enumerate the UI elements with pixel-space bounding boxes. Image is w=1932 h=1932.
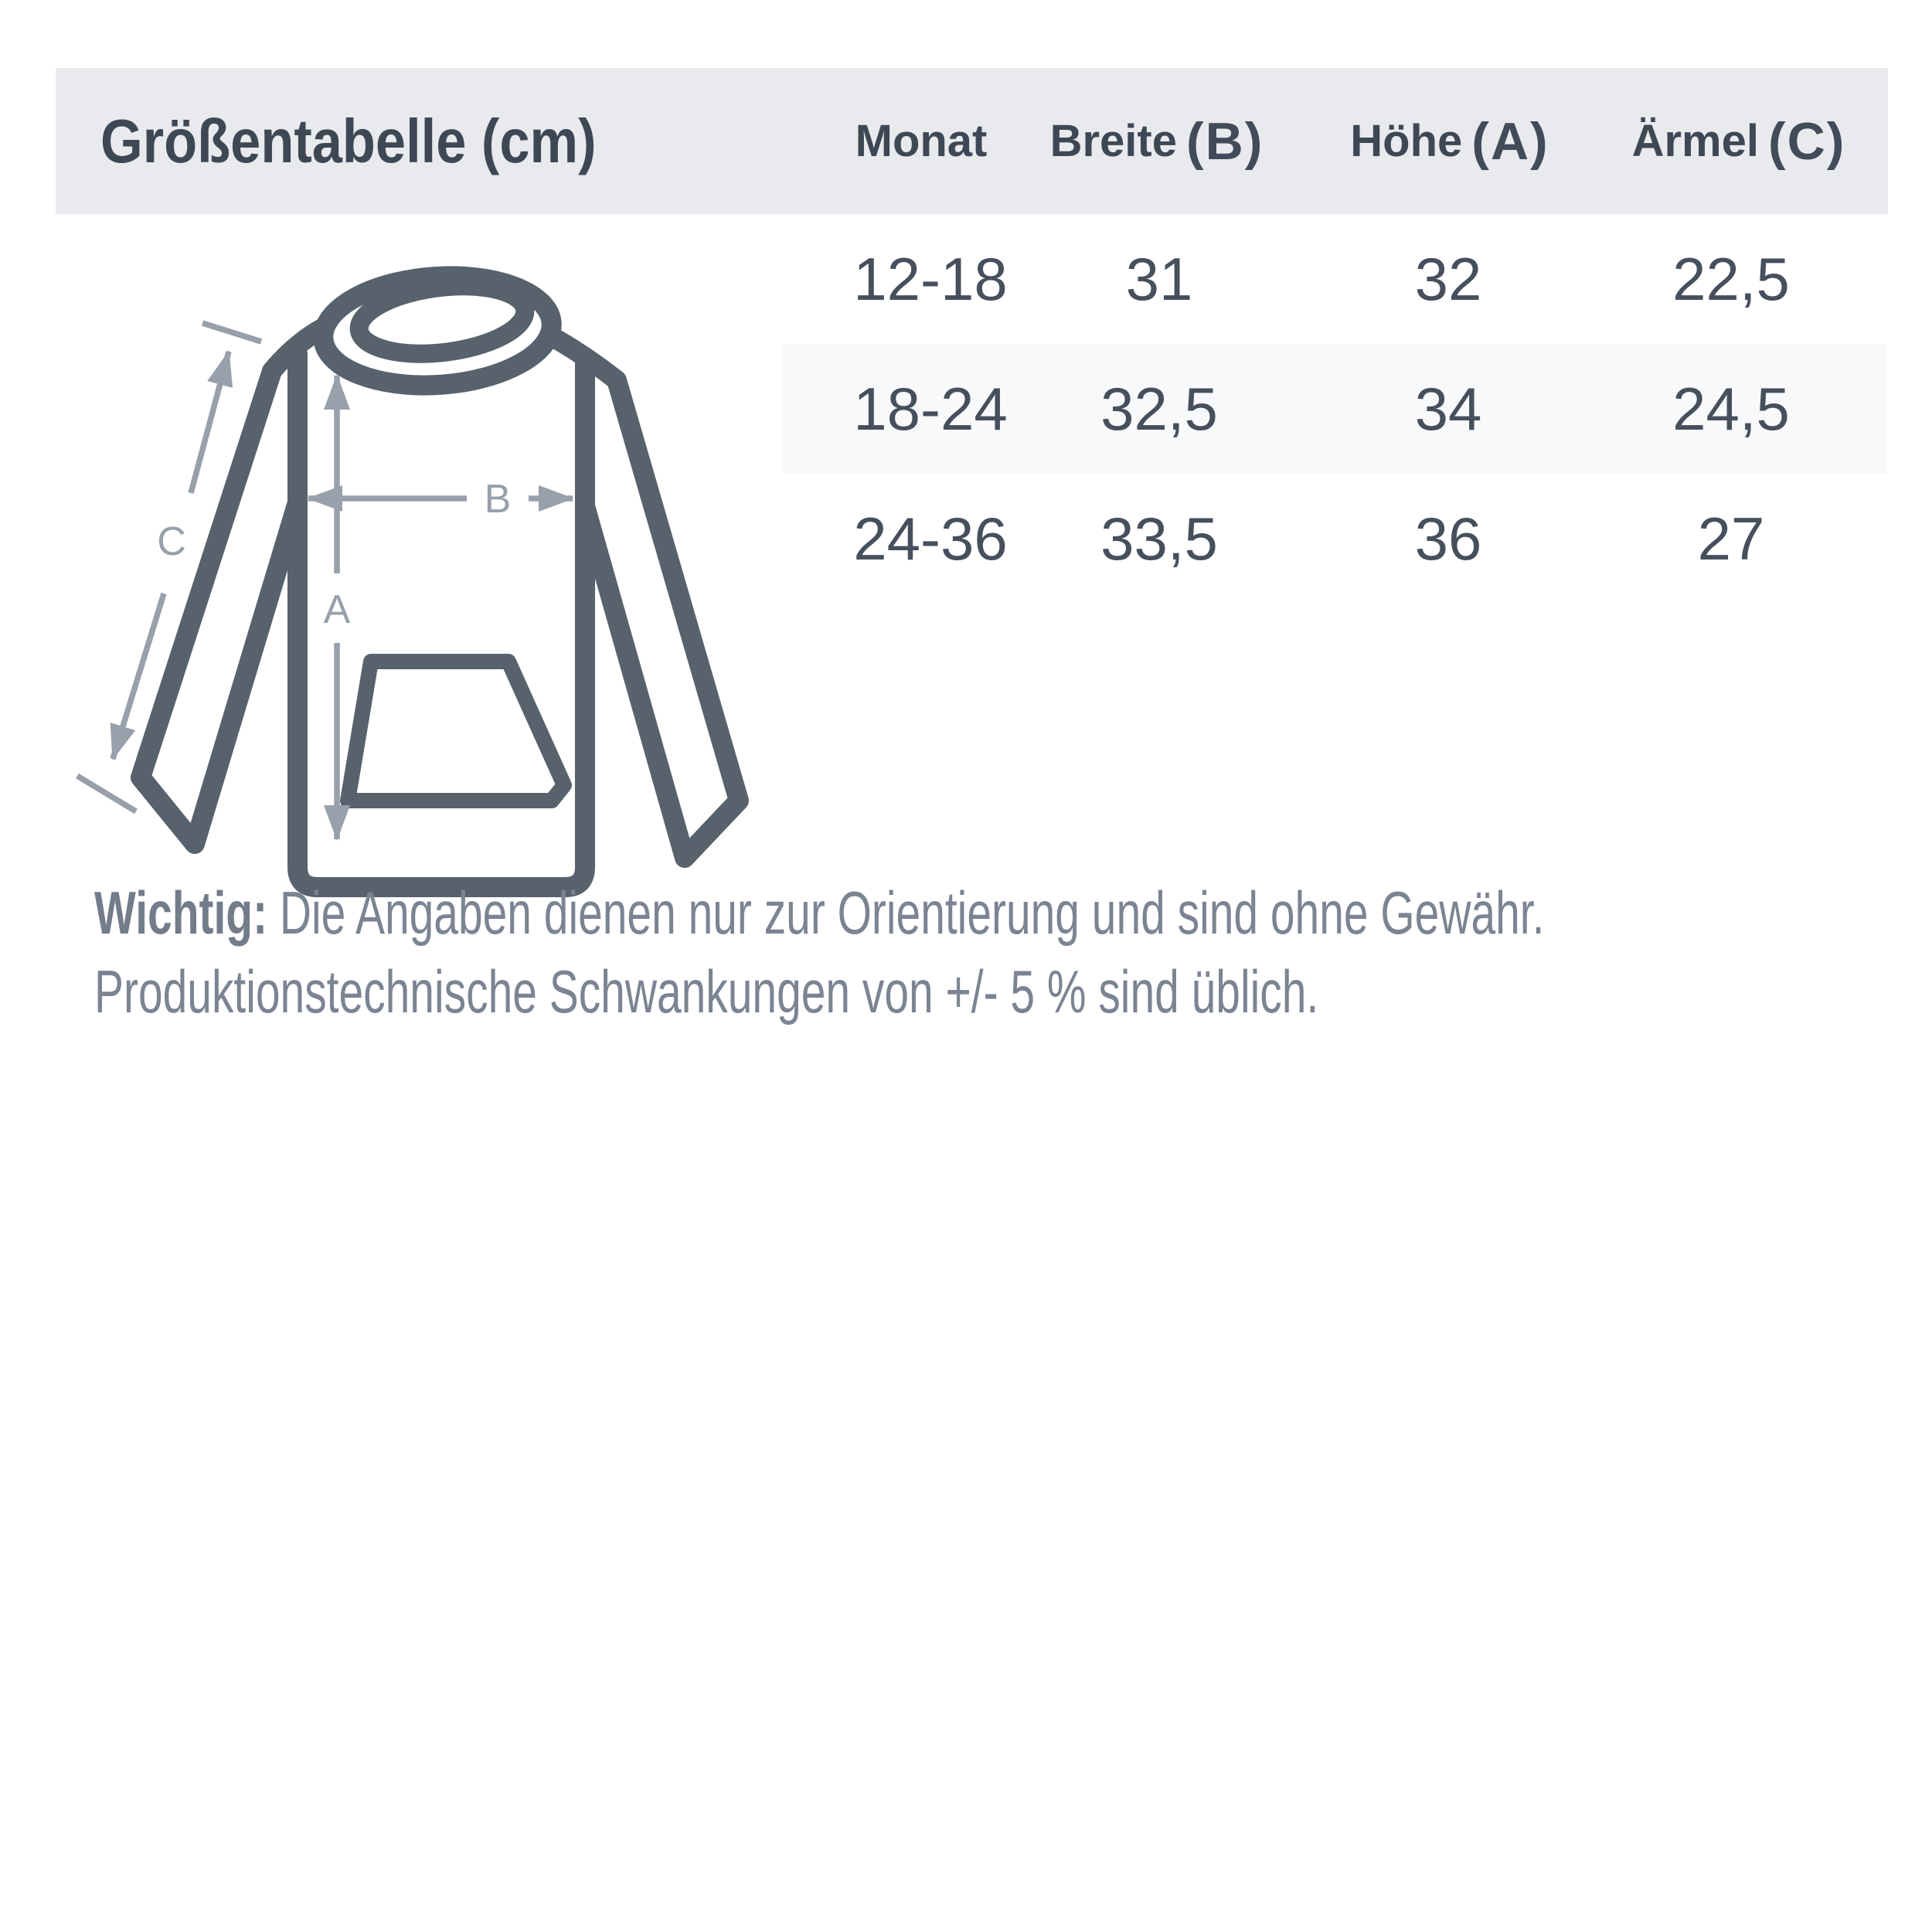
cell-hoehe: 36	[1414, 504, 1482, 573]
cell-breite: 32,5	[1100, 374, 1218, 443]
sleeve-end-tick-bottom	[77, 776, 136, 811]
column-header-label: Breite	[1049, 116, 1177, 166]
sleeve-end-tick-top	[202, 323, 261, 342]
cell-hoehe: 34	[1414, 374, 1482, 443]
hoodie-hood	[319, 269, 555, 393]
cell-monat: 18-24	[853, 374, 1008, 443]
disclaimer-line-2: Produktionstechnische Schwankungen von +/- 5 % sind üblich.	[94, 957, 1319, 1026]
column-header-monat	[855, 68, 997, 214]
cell-monat: 24-36	[853, 504, 1008, 573]
column-header-label: Höhe	[1350, 116, 1463, 166]
column-header-breite	[1050, 68, 1264, 214]
cell-monat: 12-18	[853, 244, 1008, 313]
column-header-label: Ärmel	[1631, 116, 1759, 166]
cell-aermel: 22,5	[1672, 244, 1790, 313]
label-c: C	[157, 519, 186, 564]
hoodie-right-sleeve	[510, 317, 739, 858]
label-b: B	[484, 477, 512, 522]
cell-hoehe: 32	[1414, 244, 1482, 313]
column-header-code: (B)	[1186, 111, 1264, 171]
hoodie-pocket	[348, 662, 564, 801]
disclaimer-note	[94, 873, 1561, 1031]
cell-aermel: 27	[1697, 504, 1765, 573]
column-header-hoehe	[1350, 68, 1549, 214]
sleeve-arrow-up	[191, 352, 229, 493]
cell-aermel: 24,5	[1672, 374, 1790, 443]
cell-breite: 31	[1125, 244, 1193, 313]
disclaimer-line-1	[94, 873, 1561, 952]
hoodie-diagram-svg	[0, 0, 850, 966]
hoodie-left-sleeve	[141, 315, 352, 844]
column-header-aermel	[1632, 68, 1846, 214]
page-title: Größentabelle (cm)	[100, 106, 597, 175]
disclaimer-text-1: Die Angaben dienen nur zur Orientierung und sind ohne Gewähr.	[267, 879, 1545, 947]
hoodie-measurement-diagram	[0, 0, 850, 966]
cell-breite: 33,5	[1100, 504, 1218, 573]
disclaimer-bold: Wichtig:	[94, 879, 268, 947]
column-header-label: Monat	[855, 116, 988, 166]
label-a: A	[323, 587, 351, 632]
column-header-code: (A)	[1471, 111, 1549, 171]
hoodie-outline	[141, 315, 739, 887]
column-header-code: (C)	[1768, 111, 1846, 171]
